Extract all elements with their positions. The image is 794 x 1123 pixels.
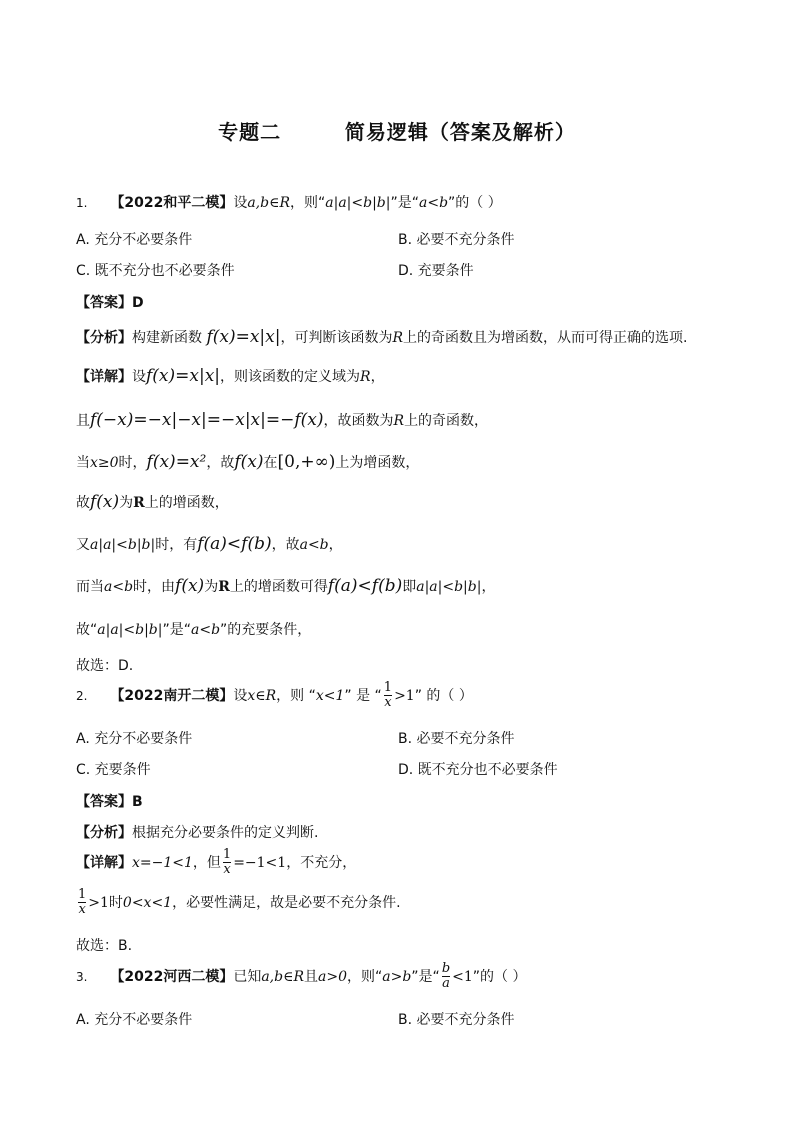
text: 又 xyxy=(76,537,90,553)
math: f(x) xyxy=(90,492,120,512)
text: 上的增函数可得 xyxy=(229,579,328,595)
detail-line-7 xyxy=(76,619,311,639)
stem-math: x<1 xyxy=(315,687,345,704)
option-b: B. 必要不充分条件 xyxy=(398,731,515,747)
stem-math: >1 xyxy=(394,687,415,704)
stem-text: ”是“ xyxy=(390,195,419,211)
option-b: B. 必要不充分条件 xyxy=(398,232,515,248)
option-a: A. 充分不必要条件 xyxy=(76,1012,193,1028)
text: 故 xyxy=(76,495,90,511)
text: 时 xyxy=(108,894,123,911)
fraction-denominator: x xyxy=(78,902,86,918)
math: a<b xyxy=(191,622,221,638)
analysis-line xyxy=(76,822,318,842)
option-c: C. 既不充分也不必要条件 xyxy=(76,263,235,279)
math: =−1<1 xyxy=(233,854,287,871)
analysis-label: 【分析】 xyxy=(76,330,132,346)
stem-math: x∈R xyxy=(247,687,277,704)
text: ”的充要条件， xyxy=(220,622,312,638)
stem-math: <1 xyxy=(452,968,473,985)
text: ，故函数为 xyxy=(323,413,394,429)
math: R xyxy=(393,413,405,429)
text: 而当 xyxy=(76,579,104,595)
fraction xyxy=(78,888,86,918)
detail-label: 【详解】 xyxy=(76,369,132,385)
answer-label: 【答案】 xyxy=(76,794,132,810)
text: ，则该函数的定义域为 xyxy=(220,369,361,385)
stem-math: a>b xyxy=(382,968,412,985)
math: f(x)=x² xyxy=(146,452,207,472)
math: 0<x<1 xyxy=(122,894,173,911)
math: x≥0 xyxy=(90,455,119,471)
question-source-tag: 【2022和平二模】 xyxy=(110,195,234,211)
fraction-numerator: b xyxy=(441,961,451,976)
detail-line-1 xyxy=(76,848,356,878)
question-number: 3. xyxy=(76,969,88,984)
math: R xyxy=(360,369,371,385)
fraction-numerator: 1 xyxy=(383,680,393,695)
math: R xyxy=(392,330,404,346)
math: [0,+∞) xyxy=(277,452,336,472)
fraction-numerator: 1 xyxy=(78,887,87,902)
math: a<b xyxy=(104,579,134,595)
text: 为 xyxy=(204,579,219,595)
text: 且 xyxy=(76,413,90,429)
page-title: 专题二 简易逻辑（答案及解析） xyxy=(218,120,576,144)
detail-line-2 xyxy=(76,410,488,430)
math: f(a)<f(b) xyxy=(327,576,403,596)
math: a|a|<b|b| xyxy=(90,537,156,553)
stem-text: ” 的（ ） xyxy=(414,687,473,704)
math: f(x)=x|x| xyxy=(146,366,221,386)
question-2-stem xyxy=(76,681,473,711)
question-number: 1. xyxy=(76,196,88,210)
analysis-label: 【分析】 xyxy=(76,825,132,841)
text: 根据充分必要条件的定义判断. xyxy=(132,825,319,841)
fraction xyxy=(223,848,231,878)
stem-text: ”的（ ） xyxy=(448,195,502,211)
text: ， xyxy=(370,369,385,385)
math: f(x) xyxy=(234,452,264,472)
stem-math: a|a|<b|b| xyxy=(325,195,391,211)
math: a|a|<b|b| xyxy=(416,579,482,595)
option-b: B. 必要不充分条件 xyxy=(398,1012,515,1028)
answer-line xyxy=(76,791,143,811)
stem-text: ，则 “ xyxy=(276,687,316,704)
math: f(x)=x|x| xyxy=(206,327,281,347)
math: a<b xyxy=(299,537,329,553)
text: 故“ xyxy=(76,622,98,638)
detail-line-4 xyxy=(76,492,229,512)
fraction-denominator: a xyxy=(442,976,450,992)
math: x=−1<1 xyxy=(132,854,193,871)
question-source-tag: 【2022河西二模】 xyxy=(110,968,234,985)
answer-value: D xyxy=(132,295,144,311)
text: 上的奇函数， xyxy=(404,413,489,429)
analysis-line xyxy=(76,327,687,347)
question-1-stem xyxy=(76,192,502,212)
text: ， xyxy=(328,537,343,553)
text: 构建新函数 xyxy=(132,330,202,346)
fraction-denominator: x xyxy=(223,862,231,878)
answer-value: B xyxy=(132,794,143,810)
text: 当 xyxy=(76,455,90,471)
answer-label: 【答案】 xyxy=(76,295,132,311)
text: 在 xyxy=(263,455,278,471)
choose-line: 故选：D. xyxy=(76,658,134,674)
fraction-denominator: x xyxy=(384,695,392,711)
text: ，故 xyxy=(206,455,235,471)
stem-math: a<b xyxy=(419,195,449,211)
math: R xyxy=(218,579,230,595)
fraction-numerator: 1 xyxy=(222,847,232,862)
question-number: 2. xyxy=(76,688,88,703)
math: f(a)<f(b) xyxy=(197,534,272,554)
text: ，不充分， xyxy=(286,854,357,871)
text: ，可判断该函数为 xyxy=(280,330,393,346)
stem-text: ” 是 “ xyxy=(344,687,382,704)
text: ， xyxy=(481,579,496,595)
text: ，故 xyxy=(271,537,300,553)
text: ，必要性满足，故是必要不充分条件. xyxy=(172,894,401,911)
stem-text: ，则“ xyxy=(290,195,326,211)
option-d: D. 既不充分也不必要条件 xyxy=(398,762,558,778)
detail-line-1 xyxy=(76,366,385,386)
stem-text: 设 xyxy=(233,687,248,704)
text: ”是“ xyxy=(162,622,191,638)
math: f(x) xyxy=(175,576,205,596)
stem-text: 且 xyxy=(304,968,318,985)
text: 时，由 xyxy=(133,579,176,595)
answer-line xyxy=(76,292,144,312)
text: 为 xyxy=(119,495,134,511)
text: 上的增函数， xyxy=(144,495,229,511)
math: >1 xyxy=(88,894,109,911)
text: ，但 xyxy=(192,854,221,871)
text: 时，有 xyxy=(155,537,198,553)
question-source-tag: 【2022南开二模】 xyxy=(110,687,234,704)
detail-line-6 xyxy=(76,576,495,596)
text: 上为增函数， xyxy=(335,455,420,471)
stem-text: ，则“ xyxy=(346,968,383,985)
question-3-stem xyxy=(76,962,526,992)
stem-text: ”是“ xyxy=(411,968,440,985)
detail-label: 【详解】 xyxy=(76,854,132,871)
stem-math: a,b∈R xyxy=(261,968,304,985)
option-a: A. 充分不必要条件 xyxy=(76,731,193,747)
text: 上的奇函数且为增函数，从而可得正确的选项. xyxy=(403,330,688,346)
math: a|a|<b|b| xyxy=(97,622,163,638)
detail-line-3 xyxy=(76,452,419,472)
stem-text: 已知 xyxy=(233,968,262,985)
stem-math: a,b∈R xyxy=(247,195,290,211)
option-d: D. 充要条件 xyxy=(398,263,474,279)
fraction xyxy=(442,962,450,992)
stem-math: a>0 xyxy=(318,968,347,985)
math: f(−x)=−x|−x|=−x|x|=−f(x) xyxy=(90,410,324,430)
option-c: C. 充要条件 xyxy=(76,762,151,778)
option-a: A. 充分不必要条件 xyxy=(76,232,193,248)
detail-line-2 xyxy=(76,888,401,918)
text: 时， xyxy=(118,455,147,471)
detail-line-5 xyxy=(76,534,343,554)
math: R xyxy=(133,495,145,511)
fraction xyxy=(384,681,392,711)
stem-text: 设 xyxy=(233,195,248,211)
text: 即 xyxy=(402,579,417,595)
choose-line: 故选：B. xyxy=(76,938,133,954)
stem-text: ”的（ ） xyxy=(472,968,527,985)
text: 设 xyxy=(132,369,146,385)
